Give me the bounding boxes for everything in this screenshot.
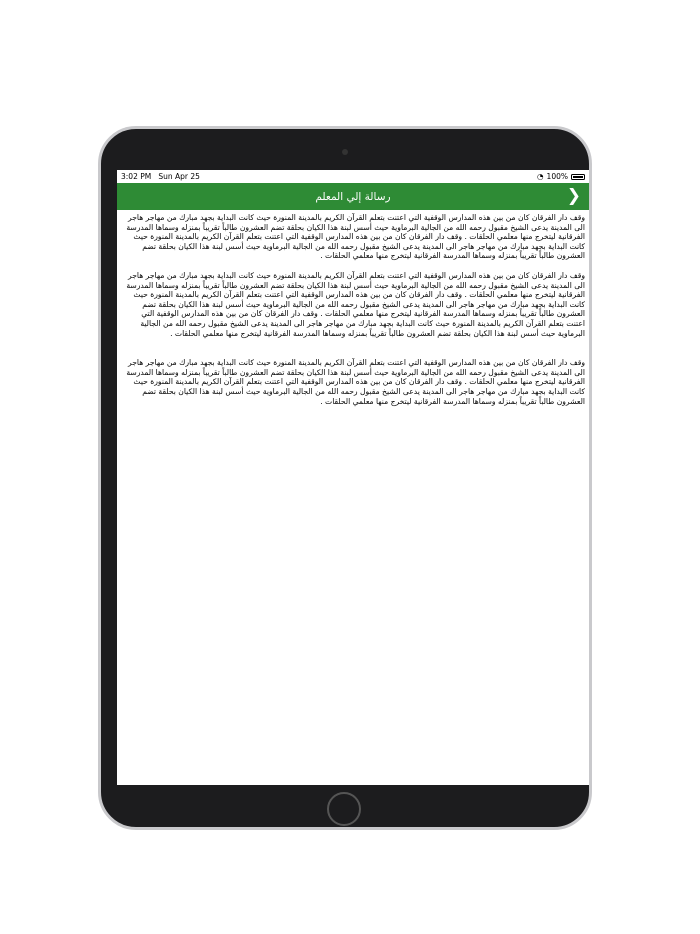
page-title: رسالة إلي المعلم	[315, 190, 391, 203]
status-date: Sun Apr 25	[158, 172, 200, 181]
home-button[interactable]	[327, 792, 361, 826]
paragraph: وقف دار الفرقان كان من بين هذه المدارس الوقفية التي اعتنت بتعلم القرآن الكريم بالمدينة المنورة حيث كانت البداية بجهد مبارك من مهاجر هاجر الى المدينة يدعى الشيخ مقبول رحمه الله من الجالية البرماوية حيث أسس لبنة هذا الكيان بحلقة تضم العشرون طالباً تقريباً بمنزله وسماها المدرسة الفرقانية ليتخرج منها معلمي الحلقات . وقف دار الفرقان كان من بين هذه المدارس الوقفية التي اعتنت بتعلم القرآن الكريم بالمدينة المنورة حيث كانت البداية بجهد مبارك من مهاجر هاجر الى المدينة يدعى الشيخ مقبول رحمه الله من الجالية البرماوية حيث أسس لبنة هذا الكيان بحلقة تضم العشرون طالباً تقريباً بمنزله وسماها المدرسة الفرقانية ليتخرج منها معلمي الحلقات .	[126, 213, 585, 261]
wifi-icon: ◔	[537, 172, 544, 181]
battery-icon	[571, 174, 585, 180]
message-content	[117, 210, 589, 419]
battery-percent: 100%	[546, 172, 568, 181]
camera-icon	[342, 149, 348, 155]
status-bar	[117, 170, 589, 183]
nav-bar	[117, 183, 589, 210]
status-time: 3:02 PM	[121, 172, 152, 181]
paragraph: وقف دار الفرقان كان من بين هذه المدارس الوقفية التي اعتنت بتعلم القرآن الكريم بالمدينة المنورة حيث كانت البداية بجهد مبارك من مهاجر هاجر الى المدينة يدعى الشيخ مقبول رحمه الله من الجالية البرماوية حيث أسس لبنة هذا الكيان بحلقة تضم العشرون طالباً تقريباً بمنزله وسماها المدرسة الفرقانية ليتخرج منها معلمي الحلقات . وقف دار الفرقان كان من بين هذه المدارس الوقفية التي اعتنت بتعلم القرآن الكريم بالمدينة المنورة حيث كانت البداية بجهد مبارك من مهاجر هاجر الى المدينة يدعى الشيخ مقبول رحمه الله من الجالية البرماوية حيث أسس لبنة هذا الكيان بحلقة تضم العشرون طالباً تقريباً بمنزله وسماها المدرسة الفرقانية ليتخرج منها معلمي الحلقات .	[126, 358, 585, 406]
paragraph: وقف دار الفرقان كان من بين هذه المدارس الوقفية التي اعتنت بتعلم القرآن الكريم بالمدينة المنورة حيث كانت البداية بجهد مبارك من مهاجر هاجر الى المدينة يدعى الشيخ مقبول رحمه الله من الجالية البرماوية حيث أسس لبنة هذا الكيان بحلقة تضم العشرون طالباً تقريباً بمنزله وسماها المدرسة الفرقانية ليتخرج منها معلمي الحلقات . وقف دار الفرقان كان من بين هذه المدارس الوقفية التي اعتنت بتعلم القرآن الكريم بالمدينة المنورة حيث كانت البداية بجهد مبارك من مهاجر هاجر الى المدينة يدعى الشيخ مقبول رحمه الله من الجالية البرماوية حيث أسس لبنة هذا الكيان بحلقة تضم العشرون طالباً تقريباً بمنزله وسماها المدرسة الفرقانية ليتخرج منها معلمي الحلقات . وقف دار الفرقان كان من بين هذه المدارس الوقفية التي اعتنت بتعلم القرآن الكريم بالمدينة المنورة حيث كانت البداية بجهد مبارك من مهاجر هاجر الى المدينة يدعى الشيخ مقبول رحمه الله من الجالية البرماوية حيث أسس لبنة هذا الكيان بحلقة تضم العشرون طالباً تقريباً بمنزله وسماها المدرسة الفرقانية ليتخرج منها معلمي الحلقات .	[126, 270, 585, 338]
screen	[117, 170, 589, 785]
chevron-right-icon[interactable]: ❯	[566, 186, 581, 206]
